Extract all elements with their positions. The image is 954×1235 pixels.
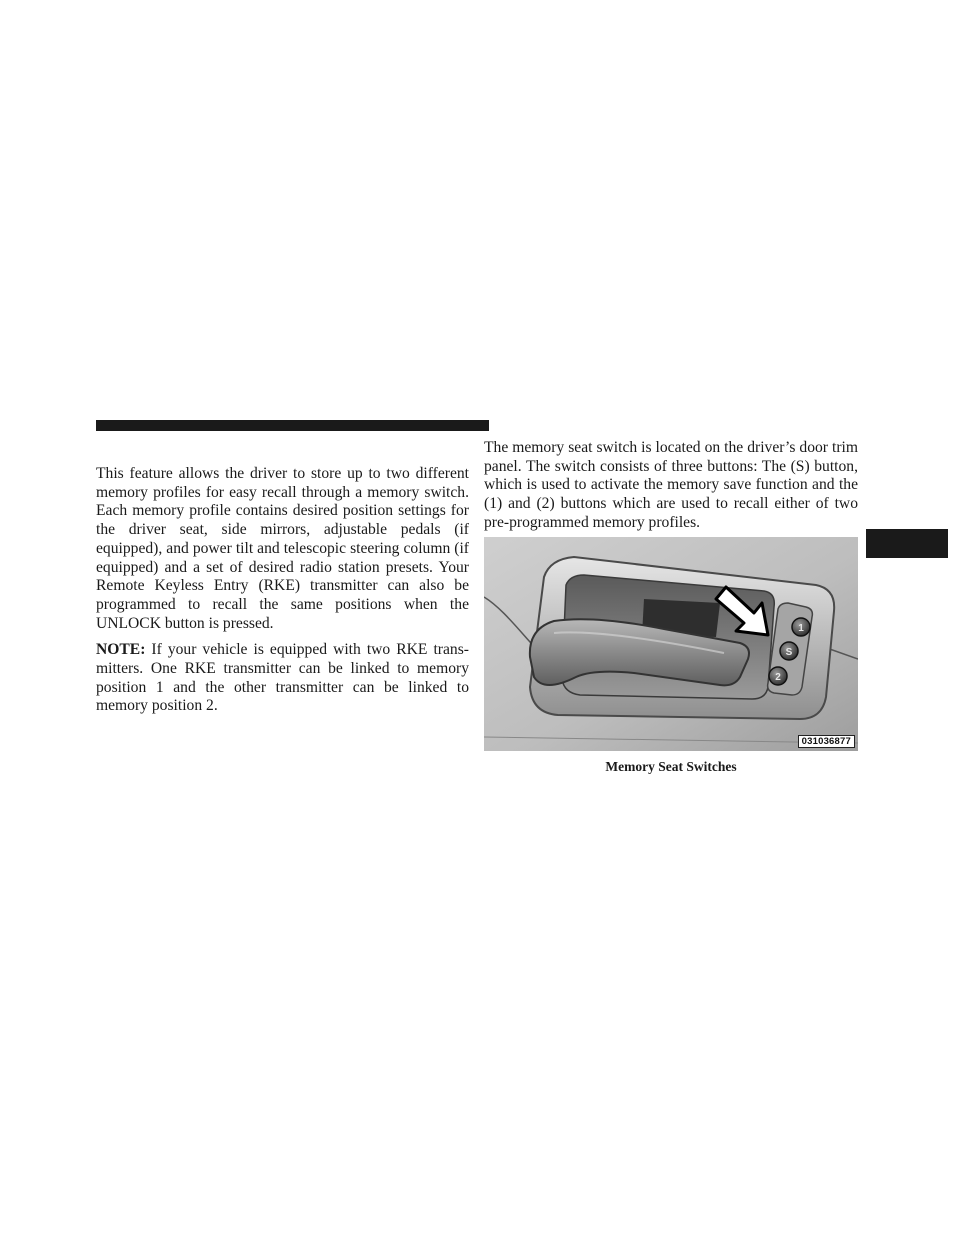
svg-text:S: S [785,647,793,658]
chapter-tab [866,529,948,558]
figure-caption: Memory Seat Switches [605,759,737,774]
memory-button-2 [769,667,787,685]
note-paragraph [96,641,469,716]
memory-seat-switch-illustration [484,537,858,751]
switch-location-paragraph: The memory seat switch is located on the driver’s door trim panel. The switch consists of three buttons: The (S) button, which is used to activate the memory save function and the (1) and (2) buttons which are used to recall either of two pre-programmed memory profiles. [484,439,858,531]
left-column [96,465,469,716]
intro-paragraph: This feature allows the driver to store up to two different memory profiles for easy recall through a memory switch. Each memory profile contains desired position settings for the driver seat, side mirrors, adjustable pedals (if equipped), and power tilt and telescopic steering column (if equipped) and a set of desired radio station presets. Your Remote Keyless Entry (RKE) transmitter can also be programmed to recall the same positions when the UNLOCK button is pressed. [96,465,469,632]
door-handle-drawing [484,537,858,751]
svg-text:2: 2 [775,672,781,683]
figure-id-label: 031036877 [798,735,855,748]
right-column [484,439,858,533]
note-label: NOTE: [96,641,146,659]
note-text: If your vehicle is equipped with two RKE transmitters. One RKE transmitter can be linked to memory position 1 and the other transmitter can be linked to memory position 2. [96,641,469,715]
section-heading-bar [96,420,489,431]
svg-text:1: 1 [798,623,804,634]
memory-set-button [780,642,798,660]
memory-button-1 [792,618,810,636]
